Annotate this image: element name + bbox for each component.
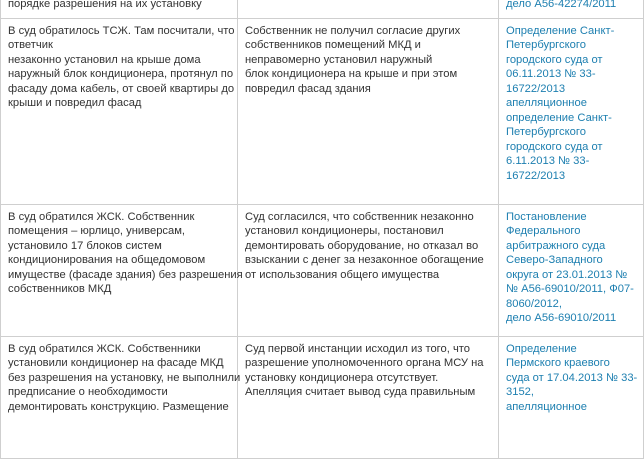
cell-text-line: В суд обратился ЖСК. Собственник bbox=[8, 210, 195, 223]
case-reference-line[interactable]: Петербургского bbox=[506, 39, 586, 51]
table-row bbox=[1, 336, 644, 458]
situation-cell bbox=[1, 204, 243, 336]
court-decision-cell bbox=[238, 336, 499, 458]
case-reference-line[interactable]: апелляционное bbox=[506, 400, 587, 413]
cell-text-line: без разрешения на установку, не выполнили bbox=[8, 371, 241, 384]
cell-text-line: повредил фасад здания bbox=[245, 82, 371, 95]
situation-cell bbox=[1, 0, 238, 18]
case-reference-line[interactable]: Постановление bbox=[506, 210, 587, 223]
case-reference-line[interactable]: Федерального bbox=[506, 225, 581, 237]
table-row bbox=[1, 18, 644, 204]
cell-text-line: кондиционирования на общедомовом bbox=[8, 254, 206, 266]
case-reference-line[interactable]: Петербургского bbox=[506, 126, 586, 138]
case-reference-line[interactable]: 8060/2012, bbox=[506, 297, 562, 310]
cell-text-line: порядке разрешения на их установку bbox=[8, 0, 202, 10]
case-reference-line[interactable]: арбитражного суда bbox=[506, 239, 606, 252]
case-reference-line[interactable]: Определение Санкт- bbox=[506, 24, 615, 37]
cell-text-line: собственников МКД bbox=[8, 283, 112, 295]
cell-text-line: фасаду дома кабель, от своей квартиры до bbox=[8, 82, 235, 95]
cell-text-line: установку кондиционера отсутствует. bbox=[245, 371, 439, 384]
cell-text-line: крыши и повредил фасад bbox=[8, 97, 142, 109]
cell-text-line: разрешение уполномоченного органа МСУ на bbox=[245, 357, 484, 369]
case-reference-line[interactable]: Определение bbox=[506, 342, 577, 355]
cell-text-line: собственников помещений МКД и bbox=[245, 39, 421, 51]
situation-cell bbox=[1, 336, 241, 458]
cell-text-line: установило 17 блоков систем bbox=[8, 239, 162, 252]
case-reference-line[interactable]: 06.11.2013 № 33- bbox=[506, 68, 596, 80]
case-reference-cell bbox=[499, 0, 644, 18]
court-decision-cell bbox=[238, 18, 499, 204]
cell-text-line: демонтировать конструкцию. Размещение bbox=[8, 400, 229, 413]
case-reference-line[interactable]: округа от 23.01.2013 № bbox=[506, 268, 628, 281]
table-body bbox=[1, 0, 644, 458]
cell-text-line: демонтировать оборудование, но отказал во bbox=[245, 239, 479, 252]
cell-text-line: Суд первой инстанции исходил из того, что bbox=[245, 342, 470, 355]
cell-text-line: Собственник не получил согласие других bbox=[245, 24, 461, 37]
case-reference-line[interactable]: определение Санкт- bbox=[506, 111, 612, 124]
case-reference-line[interactable]: городского суда от bbox=[506, 140, 603, 153]
case-reference-line[interactable]: Пермского краевого bbox=[506, 357, 610, 369]
cell-text-line: помещения – юрлицо, универсам, bbox=[8, 225, 186, 237]
case-reference-line[interactable]: 6.11.2013 № 33- bbox=[506, 155, 590, 167]
cell-text-line: предписание о необходимости bbox=[8, 386, 168, 398]
case-reference-cell bbox=[499, 204, 644, 336]
situation-cell bbox=[1, 18, 238, 204]
case-reference-line[interactable]: дело А56-42274/2011 bbox=[506, 0, 617, 10]
cell-text-line: В суд обратилось ТСЖ. Там посчитали, что bbox=[8, 24, 235, 37]
cell-text-line: блок кондиционера на крыше и при этом bbox=[245, 68, 458, 80]
court-decision-cell bbox=[238, 204, 499, 336]
case-reference-line[interactable]: дело А56-69010/2011 bbox=[506, 312, 617, 324]
cell-text-line: взыскании с денег за незаконное обогащение bbox=[245, 254, 484, 266]
cell-text-line: незаконно установил на крыше дома bbox=[8, 53, 201, 66]
case-reference-line[interactable]: городского суда от bbox=[506, 53, 603, 66]
case-reference-line[interactable]: 16722/2013 bbox=[506, 169, 566, 182]
cell-text-line: В суд обратился ЖСК. Собственники bbox=[8, 342, 201, 355]
case-reference-line[interactable]: № А56-69010/2011, Ф07- bbox=[506, 283, 634, 295]
cell-text-line: ответчик bbox=[8, 39, 53, 51]
cell-text-line: имуществе (фасаде здания) без разрешения bbox=[8, 268, 243, 281]
cell-text-line: Апелляция считает вывод суда правильным bbox=[245, 386, 476, 398]
table-row bbox=[1, 204, 644, 336]
cell-text-line: неправомерно установил наружный bbox=[245, 53, 433, 66]
cell-text-line: наружный блок кондиционера, протянул по bbox=[8, 68, 234, 80]
case-reference-line[interactable]: Северо-Западного bbox=[506, 254, 603, 266]
cell-text-line: установил кондиционеры, постановил bbox=[245, 225, 444, 237]
cell-text-line: установили кондиционер на фасаде МКД bbox=[8, 357, 224, 369]
case-reference-line[interactable]: 16722/2013 bbox=[506, 82, 566, 95]
case-reference-line[interactable]: 3152, bbox=[506, 386, 534, 398]
cell-text-line: от использования общего имущества bbox=[245, 268, 440, 281]
case-reference-line[interactable]: апелляционное bbox=[506, 97, 587, 109]
court-decision-cell bbox=[238, 0, 499, 18]
case-reference-cell bbox=[499, 336, 644, 458]
case-reference-line[interactable]: суда от 17.04.2013 № 33- bbox=[506, 371, 638, 384]
table-row bbox=[1, 0, 644, 18]
case-reference-cell bbox=[499, 18, 644, 204]
cell-text-line: Суд согласился, что собственник незаконно bbox=[245, 210, 474, 223]
